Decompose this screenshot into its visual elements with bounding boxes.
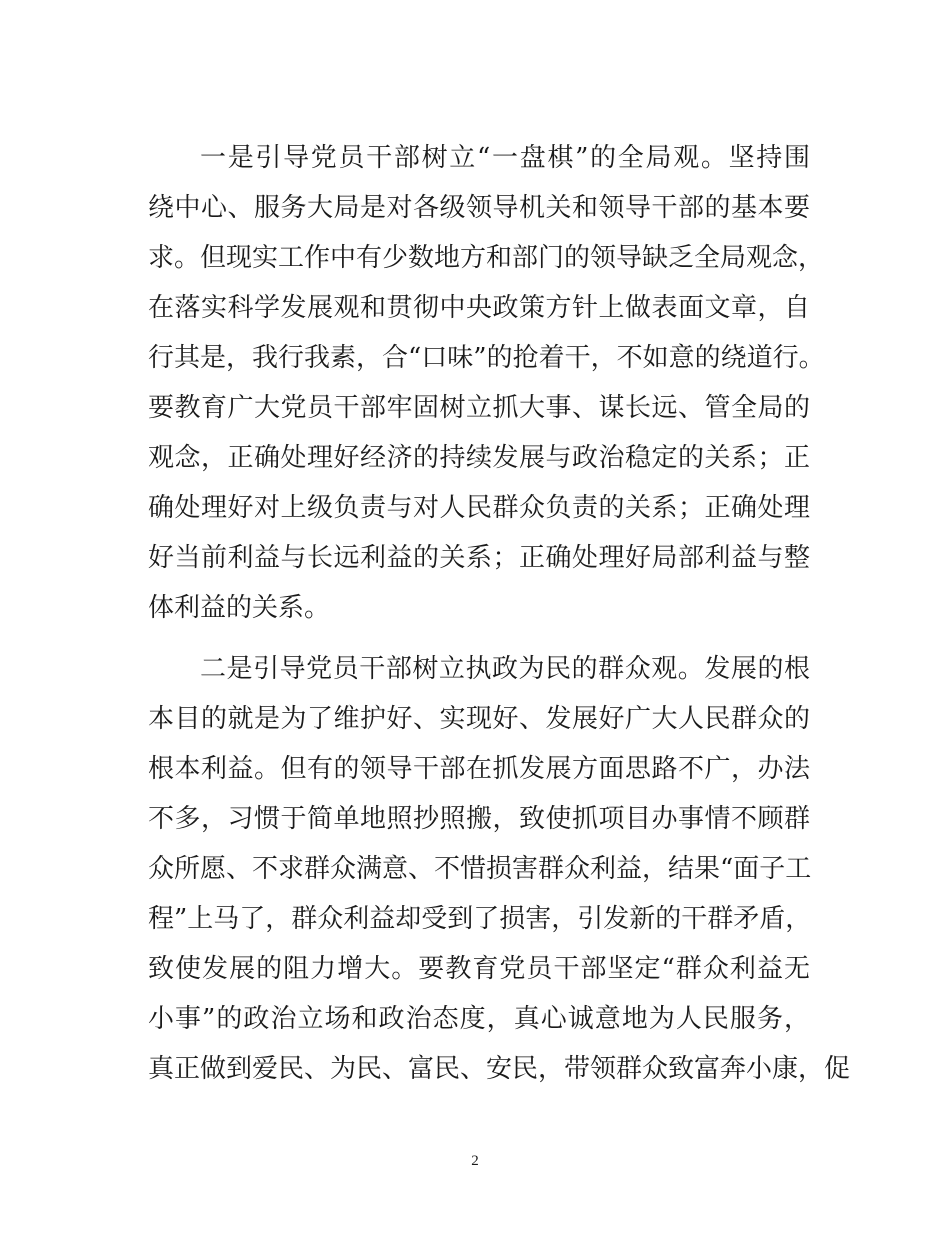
- paragraph-line: 求。但现实工作中有少数地方和部门的领导缺乏全局观念，: [148, 243, 825, 273]
- paragraph-line: 要教育广大党员干部牢固树立抓大事、谋长远、管全局的: [148, 393, 810, 423]
- paragraph-line: 好当前利益与长远利益的关系；正确处理好局部利益与整: [148, 543, 810, 573]
- paragraph-line: 体利益的关系。: [148, 593, 331, 623]
- paragraph-line: 致使发展的阻力增大。要教育党员干部坚定“群众利益无: [148, 954, 810, 984]
- paragraph-line: 在落实科学发展观和贯彻中央政策方针上做表面文章，自: [148, 293, 810, 323]
- paragraph-line: 本目的就是为了维护好、实现好、发展好广大人民群众的: [148, 704, 810, 734]
- paragraph-1: [148, 133, 825, 633]
- paragraph-line: 众所愿、不求群众满意、不惜损害群众利益，结果“面子工: [148, 854, 812, 884]
- paragraph-line: 小事”的政治立场和政治态度，真心诚意地为人民服务，: [148, 1004, 810, 1034]
- paragraph-line: 一是引导党员干部树立“一盘棋”的全局观。坚持围: [200, 143, 810, 173]
- paragraph-line: 行其是，我行我素，合“口味”的抢着干，不如意的绕道行。: [148, 343, 825, 373]
- paragraph-line: 根本利益。但有的领导干部在抓发展方面思路不广，办法: [148, 754, 810, 784]
- paragraph-line: 绕中心、服务大局是对各级领导机关和领导干部的基本要: [148, 193, 810, 223]
- page-number: 2: [471, 1153, 479, 1169]
- paragraph-2: [148, 644, 851, 1094]
- paragraph-line: 真正做到爱民、为民、富民、安民，带领群众致富奔小康，促: [148, 1054, 851, 1084]
- paragraph-line: 确处理好对上级负责与对人民群众负责的关系；正确处理: [148, 493, 810, 523]
- paragraph-line: 观念，正确处理好经济的持续发展与政治稳定的关系；正: [148, 443, 810, 473]
- paragraph-line: 程”上马了，群众利益却受到了损害，引发新的干群矛盾，: [148, 904, 812, 934]
- document-body: [148, 133, 851, 1094]
- paragraph-spacing: [148, 633, 810, 644]
- paragraph-line: 不多，习惯于简单地照抄照搬，致使抓项目办事情不顾群: [148, 804, 810, 834]
- paragraph-line: 二是引导党员干部树立执政为民的群众观。发展的根: [200, 654, 810, 684]
